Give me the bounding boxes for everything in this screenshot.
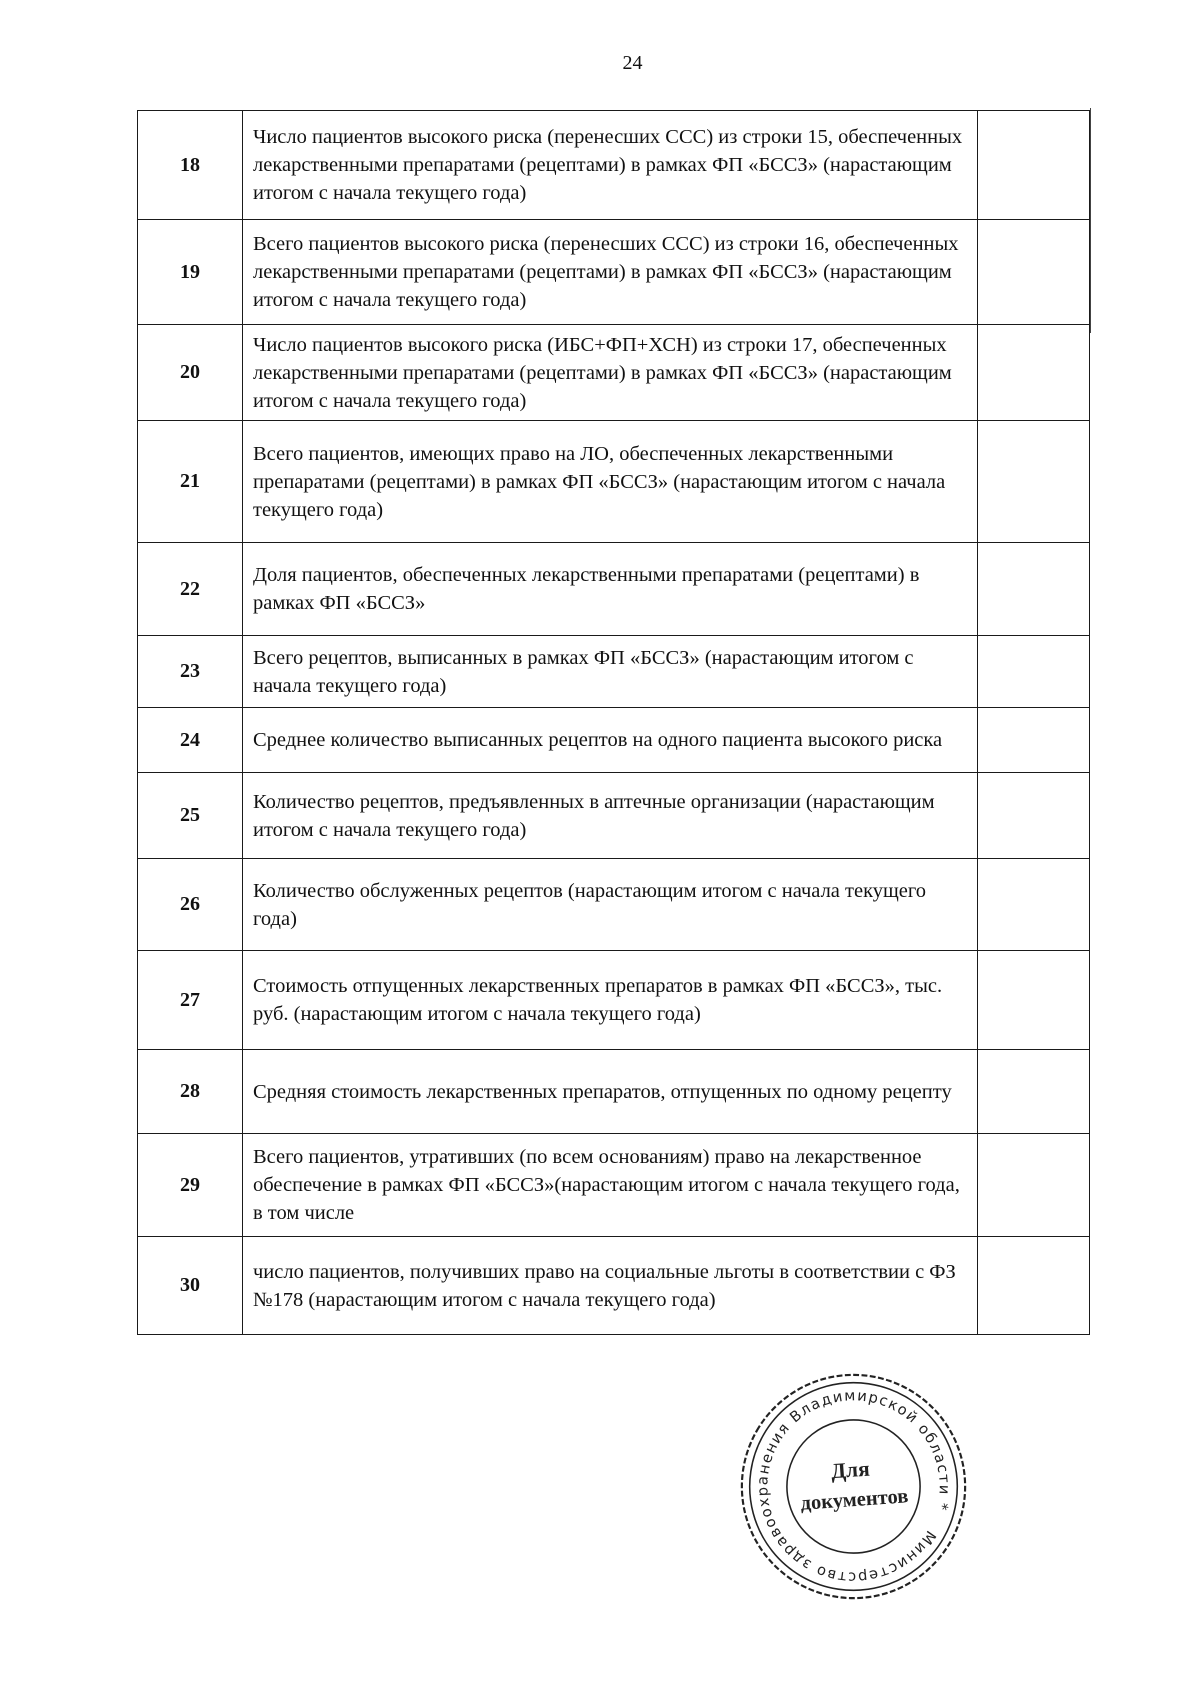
row-value-cell <box>978 111 1090 220</box>
stamp-center-line2: документов <box>799 1485 910 1515</box>
row-value-cell <box>978 708 1090 773</box>
official-stamp <box>736 1369 971 1604</box>
table-row <box>138 325 1090 421</box>
row-value-cell <box>978 325 1090 421</box>
row-description: Количество рецептов, предъявленных в аптечные организации (нарастающим итогом с начала текущего года) <box>243 773 978 859</box>
row-description: число пациентов, получивших право на социальные льготы в соответствии с ФЗ №178 (нарастающим итогом с начала текущего года) <box>243 1237 978 1335</box>
row-description: Доля пациентов, обеспеченных лекарственными препаратами (рецептами) в рамках ФП «БССЗ» <box>243 543 978 636</box>
row-number: 28 <box>138 1050 243 1134</box>
row-description: Количество обслуженных рецептов (нарастающим итогом с начала текущего года) <box>243 859 978 951</box>
table-row <box>138 543 1090 636</box>
row-value-cell <box>978 1050 1090 1134</box>
row-description: Стоимость отпущенных лекарственных препаратов в рамках ФП «БССЗ», тыс. руб. (нарастающим итогом с начала текущего года) <box>243 951 978 1050</box>
table-row <box>138 220 1090 325</box>
table-row <box>138 1050 1090 1134</box>
row-number: 19 <box>138 220 243 325</box>
row-value-cell <box>978 220 1090 325</box>
row-number: 23 <box>138 636 243 708</box>
table-row <box>138 111 1090 220</box>
row-number: 18 <box>138 111 243 220</box>
row-value-cell <box>978 1237 1090 1335</box>
table-row <box>138 951 1090 1050</box>
row-description: Число пациентов высокого риска (перенесших ССС) из строки 15, обеспеченных лекарственными препаратами (рецептами) в рамках ФП «БССЗ» (нарастающим итогом с начала текущего года) <box>243 111 978 220</box>
row-description: Всего пациентов, имеющих право на ЛО, обеспеченных лекарственными препаратами (рецептами) в рамках ФП «БССЗ» (нарастающим итогом с начала текущего года) <box>243 421 978 543</box>
table-row <box>138 859 1090 951</box>
indicators-table <box>137 110 1090 1335</box>
stamp-center-line1: Для <box>830 1456 871 1484</box>
row-description: Число пациентов высокого риска (ИБС+ФП+ХСН) из строки 17, обеспеченных лекарственными препаратами (рецептами) в рамках ФП «БССЗ» (нарастающим итогом с начала текущего года) <box>243 325 978 421</box>
page-number: 24 <box>622 52 643 74</box>
row-value-cell <box>978 543 1090 636</box>
row-value-cell <box>978 773 1090 859</box>
row-value-cell <box>978 421 1090 543</box>
table-row <box>138 1237 1090 1335</box>
table-row <box>138 708 1090 773</box>
row-number: 24 <box>138 708 243 773</box>
row-number: 20 <box>138 325 243 421</box>
row-number: 26 <box>138 859 243 951</box>
stamp-ring-text: Министерство здравоохранения Владимирской области * <box>754 1387 953 1586</box>
table-row <box>138 1134 1090 1237</box>
row-value-cell <box>978 951 1090 1050</box>
row-value-cell <box>978 636 1090 708</box>
row-number: 22 <box>138 543 243 636</box>
table-right-edge-line <box>1090 108 1091 333</box>
row-number: 25 <box>138 773 243 859</box>
row-value-cell <box>978 859 1090 951</box>
row-description: Всего пациентов высокого риска (перенесших ССС) из строки 16, обеспеченных лекарственными препаратами (рецептами) в рамках ФП «БССЗ» (нарастающим итогом с начала текущего года) <box>243 220 978 325</box>
table-row <box>138 421 1090 543</box>
row-description: Средняя стоимость лекарственных препаратов, отпущенных по одному рецепту <box>243 1050 978 1134</box>
row-description: Среднее количество выписанных рецептов на одного пациента высокого риска <box>243 708 978 773</box>
row-description: Всего рецептов, выписанных в рамках ФП «БССЗ» (нарастающим итогом с начала текущего года) <box>243 636 978 708</box>
row-number: 30 <box>138 1237 243 1335</box>
row-number: 21 <box>138 421 243 543</box>
row-number: 27 <box>138 951 243 1050</box>
table-row <box>138 636 1090 708</box>
table-row <box>138 773 1090 859</box>
row-number: 29 <box>138 1134 243 1237</box>
row-value-cell <box>978 1134 1090 1237</box>
row-description: Всего пациентов, утративших (по всем основаниям) право на лекарственное обеспечение в рамках ФП «БССЗ»(нарастающим итогом с начала текущего года, в том числе <box>243 1134 978 1237</box>
